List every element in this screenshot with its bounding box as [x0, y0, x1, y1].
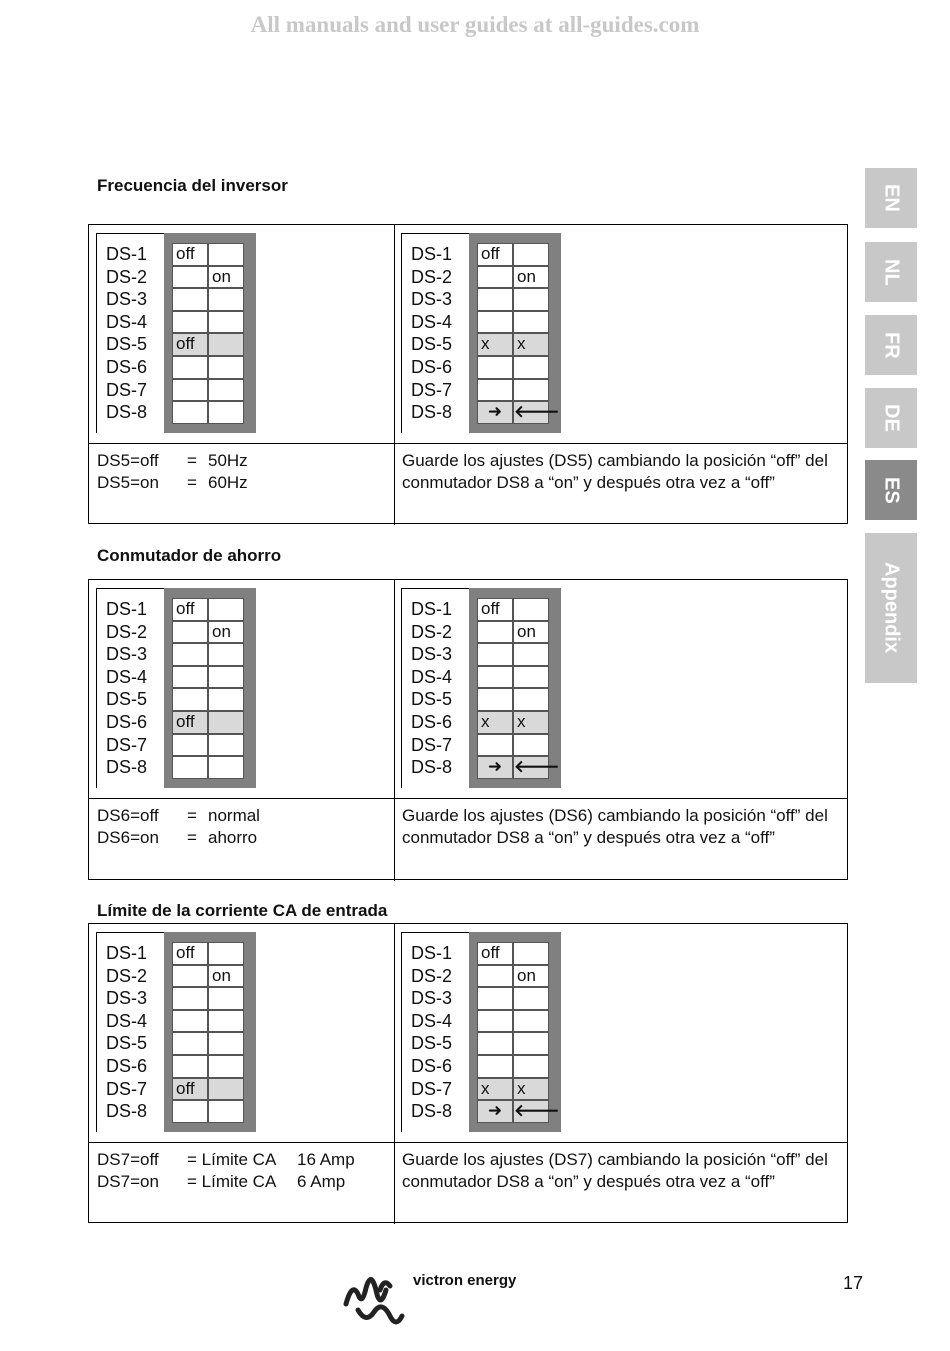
switch-row — [172, 688, 246, 711]
switch-row — [172, 288, 246, 311]
switch-cell: on — [208, 965, 244, 988]
switch-label: DS-6 — [106, 356, 148, 377]
setting-value-part: 50Hz — [208, 451, 248, 470]
switch-cell — [208, 756, 244, 779]
switch-labels — [411, 598, 452, 779]
section-title: Límite de la corriente CA de entrada — [97, 901, 388, 920]
setting-values — [97, 805, 288, 848]
watermark: All manuals and user guides at all-guides.com — [250, 12, 700, 37]
arrow-right-icon: ➜ — [477, 1100, 513, 1123]
left-dip-switch — [96, 932, 246, 1132]
switch-cell — [477, 734, 513, 757]
tab-en[interactable]: EN — [865, 168, 917, 228]
switch-label: DS-4 — [411, 666, 453, 687]
tab-fr[interactable]: FR — [865, 315, 917, 375]
setting-value-part: DS5=off — [97, 451, 159, 470]
arrow-right-icon: ➜ — [477, 401, 513, 424]
switch-row — [172, 942, 246, 965]
setting-value-part: 60Hz — [208, 472, 248, 492]
switch-cell — [208, 711, 244, 734]
switch-cell — [513, 942, 549, 965]
switch-row — [477, 643, 551, 666]
switch-label: DS-2 — [106, 266, 148, 287]
switch-cell: on — [513, 965, 549, 988]
switch-cell — [513, 1055, 549, 1078]
switch-cell — [172, 965, 208, 988]
switch-cell — [208, 1032, 244, 1055]
switch-cell — [208, 666, 244, 689]
switch-label: DS-3 — [106, 988, 148, 1009]
switch-label: DS-7 — [411, 734, 453, 755]
switch-cell — [208, 1078, 244, 1101]
setting-value-part: DS6=off — [97, 806, 159, 825]
switch-cell: off — [172, 243, 208, 266]
switch-label: DS-6 — [106, 1055, 148, 1076]
setting-value-part: = Límite CA — [187, 1150, 277, 1169]
switch-label: DS-4 — [106, 1010, 148, 1031]
switch-label: DS-3 — [411, 289, 453, 310]
right-dip-switch — [401, 588, 560, 788]
setting-value-part: DS5=on — [97, 472, 159, 492]
tab-de[interactable]: DE — [865, 388, 917, 448]
switch-row — [477, 734, 551, 757]
switch-row — [477, 1100, 560, 1123]
switch-cell — [208, 356, 244, 379]
switch-row — [172, 734, 246, 757]
switch-cell — [208, 734, 244, 757]
switch-cell — [513, 356, 549, 379]
switch-cell — [172, 666, 208, 689]
switch-label: DS-6 — [411, 711, 453, 732]
switch-row — [172, 756, 246, 779]
switch-cell — [208, 401, 244, 424]
switch-row — [477, 688, 551, 711]
switch-label: DS-1 — [411, 244, 453, 264]
switch-label: DS-8 — [106, 402, 148, 423]
switch-cell — [172, 1100, 208, 1123]
switch-labels — [106, 598, 147, 779]
section-title: Frecuencia del inversor — [97, 176, 288, 195]
setting-value-part: 6 Amp — [297, 1171, 346, 1191]
settings-table — [88, 579, 848, 880]
switch-row — [172, 266, 246, 289]
switch-cell — [208, 688, 244, 711]
switch-label: DS-5 — [411, 334, 453, 355]
switch-frame — [469, 233, 561, 433]
arrow-right-icon: ➜ — [477, 756, 513, 779]
setting-value-part: = Límite CA — [187, 1171, 277, 1191]
switch-cell — [172, 401, 208, 424]
switch-cell: on — [208, 621, 244, 644]
switch-cell — [172, 734, 208, 757]
settings-table — [88, 224, 848, 524]
switch-cell: x — [477, 1078, 513, 1101]
switch-cell — [477, 666, 513, 689]
switch-cell — [513, 243, 549, 266]
switch-label: DS-8 — [106, 1101, 148, 1122]
switch-cell — [513, 1010, 549, 1033]
switch-cell — [513, 987, 549, 1010]
switch-row — [172, 1010, 246, 1033]
switch-cell — [172, 688, 208, 711]
switch-label: DS-8 — [411, 402, 453, 423]
switch-cell: x — [477, 711, 513, 734]
switch-row — [477, 356, 551, 379]
switch-cell: on — [513, 266, 549, 289]
switch-row — [172, 711, 246, 734]
setting-values — [97, 1149, 377, 1192]
switch-cell — [477, 688, 513, 711]
switch-labels — [411, 243, 452, 424]
switch-cell — [208, 1010, 244, 1033]
switch-row — [172, 356, 246, 379]
switch-cell — [172, 643, 208, 666]
switch-cell — [513, 288, 549, 311]
switch-row — [172, 965, 246, 988]
arrow-left-icon: 🡐 — [513, 1100, 549, 1123]
switch-label: DS-6 — [411, 356, 453, 377]
switch-label: DS-5 — [411, 689, 453, 710]
switch-cell: off — [477, 942, 513, 965]
switch-row — [172, 1078, 246, 1101]
switch-cell: x — [513, 711, 549, 734]
setting-value-part: = — [187, 827, 197, 847]
switch-label: DS-3 — [411, 988, 453, 1009]
switch-cell — [208, 942, 244, 965]
switch-cell: off — [172, 1078, 208, 1101]
switch-label: DS-8 — [106, 757, 148, 778]
setting-value-part: = — [187, 472, 197, 492]
switch-row — [172, 598, 246, 621]
switch-row — [477, 243, 551, 266]
switch-label: DS-7 — [411, 1078, 453, 1099]
switch-cell — [513, 734, 549, 757]
switch-cell: off — [172, 333, 208, 356]
switch-label: DS-3 — [106, 644, 148, 665]
switch-cell — [172, 356, 208, 379]
switch-cell — [208, 379, 244, 402]
switch-label: DS-4 — [411, 311, 453, 332]
switch-row — [477, 987, 551, 1010]
switch-row — [172, 1100, 246, 1123]
switch-cell — [172, 266, 208, 289]
switch-label: DS-4 — [106, 311, 148, 332]
switch-cell — [513, 666, 549, 689]
switch-cell — [477, 621, 513, 644]
setting-value-part: = — [187, 806, 197, 825]
switch-cell — [477, 311, 513, 334]
switch-cell — [477, 356, 513, 379]
switch-cell — [477, 1055, 513, 1078]
switch-label: DS-4 — [106, 666, 148, 687]
settings-table — [88, 923, 848, 1223]
setting-value-part: = — [187, 451, 197, 470]
switch-cell — [477, 288, 513, 311]
switch-row — [477, 621, 551, 644]
switch-label: DS-7 — [106, 379, 148, 400]
switch-row — [477, 333, 551, 356]
switch-label: DS-7 — [106, 1078, 148, 1099]
switch-row — [477, 1032, 551, 1055]
switch-row — [477, 311, 551, 334]
switch-cell — [477, 379, 513, 402]
switch-row — [172, 243, 246, 266]
switch-cell — [172, 987, 208, 1010]
switch-row — [477, 266, 551, 289]
switch-cell — [477, 643, 513, 666]
switch-frame — [164, 233, 256, 433]
right-dip-switch — [401, 932, 560, 1132]
page-number: 17 — [843, 1273, 864, 1293]
switch-row — [172, 1032, 246, 1055]
switch-row — [477, 756, 560, 779]
switch-row — [477, 1055, 551, 1078]
switch-label: DS-8 — [411, 757, 453, 778]
switch-row — [477, 401, 560, 424]
arrow-left-icon: 🡐 — [513, 756, 549, 779]
switch-cell: on — [208, 266, 244, 289]
switch-cell — [513, 598, 549, 621]
setting-value-part: normal — [208, 806, 260, 825]
switch-frame — [469, 932, 561, 1132]
switch-label: DS-5 — [106, 334, 148, 355]
switch-row — [172, 1055, 246, 1078]
switch-label: DS-5 — [411, 1033, 453, 1054]
setting-value-part: DS6=on — [97, 827, 159, 847]
switch-row — [477, 379, 551, 402]
switch-label: DS-6 — [411, 1055, 453, 1076]
switch-cell — [172, 288, 208, 311]
switch-cell — [172, 621, 208, 644]
switch-cell — [208, 243, 244, 266]
save-instructions: Guarde los ajustes (DS7) cambiando la posición “off” del conmutador DS8 a “on” y después otra vez a “off” — [402, 1150, 828, 1191]
switch-label: DS-8 — [411, 1101, 453, 1122]
switch-row — [172, 666, 246, 689]
left-dip-switch — [96, 233, 246, 433]
setting-value-row — [97, 805, 288, 827]
switch-label: DS-2 — [106, 621, 148, 642]
switch-cell — [208, 288, 244, 311]
switch-cell — [477, 965, 513, 988]
arrow-left-icon: 🡐 — [513, 401, 549, 424]
setting-value-row — [97, 1171, 377, 1193]
setting-values — [97, 450, 288, 493]
switch-cell — [172, 756, 208, 779]
switch-label: DS-7 — [411, 379, 453, 400]
left-dip-switch — [96, 588, 246, 788]
switch-row — [172, 401, 246, 424]
brand-name: victron energy — [413, 1272, 517, 1289]
switch-cell — [208, 643, 244, 666]
switch-row — [172, 643, 246, 666]
switch-cell — [208, 333, 244, 356]
switch-frame — [164, 588, 256, 788]
switch-cell: off — [172, 942, 208, 965]
switch-row — [477, 666, 551, 689]
tab-nl[interactable]: NL — [865, 242, 917, 302]
switch-cell — [208, 987, 244, 1010]
switch-label: DS-1 — [106, 599, 148, 619]
switch-cell — [513, 379, 549, 402]
switch-row — [477, 1010, 551, 1033]
switch-label: DS-3 — [106, 289, 148, 310]
switch-cell — [208, 598, 244, 621]
switch-label: DS-1 — [411, 599, 453, 619]
switch-frame — [164, 932, 256, 1132]
save-instructions: Guarde los ajustes (DS6) cambiando la posición “off” del conmutador DS8 a “on” y después otra vez a “off” — [402, 806, 828, 847]
switch-cell — [172, 1032, 208, 1055]
switch-row — [477, 711, 551, 734]
setting-value-row — [97, 1149, 377, 1171]
setting-value-row — [97, 472, 288, 494]
setting-value-row — [97, 827, 288, 849]
switch-label: DS-1 — [106, 943, 148, 963]
switch-row — [477, 1078, 551, 1101]
switch-cell: off — [172, 598, 208, 621]
switch-cell: x — [513, 1078, 549, 1101]
switch-cell — [477, 1032, 513, 1055]
switch-cell — [513, 311, 549, 334]
setting-value-part: DS7=on — [97, 1171, 159, 1191]
switch-label: DS-1 — [411, 943, 453, 963]
switch-row — [477, 965, 551, 988]
switch-cell — [477, 266, 513, 289]
switch-cell — [208, 1055, 244, 1078]
switch-cell: off — [172, 711, 208, 734]
switch-row — [477, 942, 551, 965]
switch-cell — [172, 311, 208, 334]
switch-label: DS-5 — [106, 689, 148, 710]
switch-label: DS-2 — [411, 266, 453, 287]
switch-cell — [172, 379, 208, 402]
switch-label: DS-5 — [106, 1033, 148, 1054]
switch-cell: x — [477, 333, 513, 356]
setting-value-part: ahorro — [208, 827, 258, 847]
switch-row — [477, 288, 551, 311]
switch-cell: off — [477, 243, 513, 266]
switch-cell — [513, 688, 549, 711]
switch-label: DS-7 — [106, 734, 148, 755]
switch-cell — [172, 1055, 208, 1078]
switch-row — [172, 333, 246, 356]
switch-label: DS-1 — [106, 244, 148, 264]
tab-appendix[interactable]: Appendix — [865, 533, 917, 683]
switch-cell — [477, 987, 513, 1010]
switch-row — [172, 311, 246, 334]
switch-label: DS-6 — [106, 711, 148, 732]
section-title: Conmutador de ahorro — [97, 546, 282, 565]
switch-row — [172, 379, 246, 402]
switch-row — [477, 598, 551, 621]
switch-label: DS-3 — [411, 644, 453, 665]
switch-row — [172, 987, 246, 1010]
switch-labels — [106, 942, 147, 1123]
switch-label: DS-2 — [411, 965, 453, 986]
switch-cell — [513, 1032, 549, 1055]
switch-labels — [411, 942, 452, 1123]
switch-cell — [208, 311, 244, 334]
switch-labels — [106, 243, 147, 424]
switch-label: DS-4 — [411, 1010, 453, 1031]
setting-value-row — [97, 450, 288, 472]
switch-cell — [477, 1010, 513, 1033]
switch-cell — [172, 1010, 208, 1033]
save-instructions: Guarde los ajustes (DS5) cambiando la posición “off” del conmutador DS8 a “on” y después otra vez a “off” — [402, 451, 828, 492]
switch-row — [172, 621, 246, 644]
switch-label: DS-2 — [411, 621, 453, 642]
switch-cell: on — [513, 621, 549, 644]
setting-value-part: DS7=off — [97, 1150, 159, 1169]
switch-frame — [469, 588, 561, 788]
right-dip-switch — [401, 233, 560, 433]
switch-cell — [208, 1100, 244, 1123]
switch-cell: x — [513, 333, 549, 356]
tab-es[interactable]: ES — [865, 460, 917, 520]
setting-value-part: 16 Amp — [297, 1150, 355, 1169]
switch-cell — [513, 643, 549, 666]
switch-cell: off — [477, 598, 513, 621]
switch-label: DS-2 — [106, 965, 148, 986]
